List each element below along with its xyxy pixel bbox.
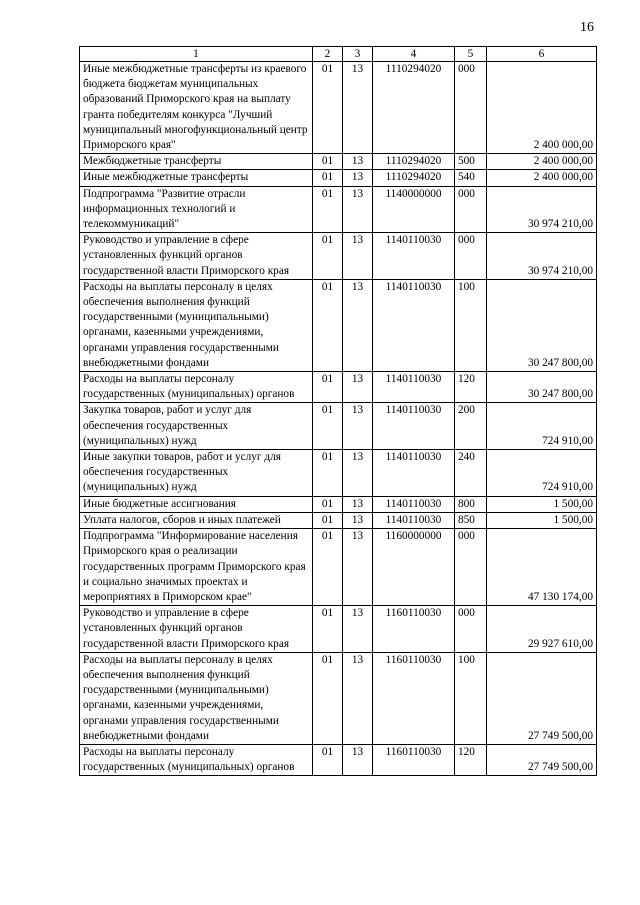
expense-type-cell: 540 (455, 170, 487, 186)
subsection-code-cell: 13 (343, 372, 373, 403)
target-article-cell: 1140110030 (373, 372, 455, 403)
expense-name-cell: Расходы на выплаты персоналу в целях обеспечения выполнения функций государственными (муниципальными) органами, казенными учреждениями, органами управления государственными внебюджетными фондами (80, 279, 313, 371)
amount-cell: 30 974 210,00 (487, 186, 597, 233)
expense-name-cell: Иные бюджетные ассигнования (80, 496, 313, 512)
column-header: 2 (313, 47, 343, 62)
table-row (80, 606, 597, 653)
amount-cell: 1 500,00 (487, 496, 597, 512)
page-number: 16 (580, 20, 594, 35)
budget-table (79, 46, 597, 776)
section-code-cell: 01 (313, 403, 343, 450)
section-code-cell: 01 (313, 744, 343, 775)
amount-cell: 27 749 500,00 (487, 744, 597, 775)
amount-cell: 2 400 000,00 (487, 170, 597, 186)
column-header: 5 (455, 47, 487, 62)
amount-cell: 30 247 800,00 (487, 372, 597, 403)
subsection-code-cell: 13 (343, 154, 373, 170)
subsection-code-cell: 13 (343, 62, 373, 154)
table-row (80, 652, 597, 744)
section-code-cell: 01 (313, 372, 343, 403)
section-code-cell: 01 (313, 186, 343, 233)
table-row (80, 62, 597, 154)
amount-cell: 1 500,00 (487, 512, 597, 528)
column-header: 1 (80, 47, 313, 62)
subsection-code-cell: 13 (343, 529, 373, 606)
expense-name-cell: Расходы на выплаты персоналу государственных (муниципальных) органов (80, 372, 313, 403)
amount-cell: 724 910,00 (487, 403, 597, 450)
table-row (80, 496, 597, 512)
expense-name-cell: Подпрограмма "Развитие отрасли информационных технологий и телекоммуникаций" (80, 186, 313, 233)
subsection-code-cell: 13 (343, 279, 373, 371)
table-row (80, 529, 597, 606)
expense-type-cell: 850 (455, 512, 487, 528)
table-row (80, 403, 597, 450)
expense-type-cell: 240 (455, 450, 487, 497)
section-code-cell: 01 (313, 496, 343, 512)
target-article-cell: 1160110030 (373, 606, 455, 653)
target-article-cell: 1140110030 (373, 403, 455, 450)
target-article-cell: 1140110030 (373, 233, 455, 280)
expense-type-cell: 500 (455, 154, 487, 170)
subsection-code-cell: 13 (343, 744, 373, 775)
section-code-cell: 01 (313, 512, 343, 528)
target-article-cell: 1110294020 (373, 62, 455, 154)
column-header: 3 (343, 47, 373, 62)
expense-name-cell: Руководство и управление в сфере установленных функций органов государственной власти Приморского края (80, 233, 313, 280)
expense-name-cell: Иные межбюджетные трансферты (80, 170, 313, 186)
subsection-code-cell: 13 (343, 450, 373, 497)
table-row (80, 512, 597, 528)
table-row (80, 279, 597, 371)
expense-type-cell: 000 (455, 606, 487, 653)
expense-name-cell: Закупка товаров, работ и услуг для обеспечения государственных (муниципальных) нужд (80, 403, 313, 450)
expense-name-cell: Расходы на выплаты персоналу в целях обеспечения выполнения функций государственными (муниципальными) органами, казенными учреждениями, органами управления государственными внебюджетными фондами (80, 652, 313, 744)
table-row (80, 186, 597, 233)
expense-type-cell: 120 (455, 744, 487, 775)
amount-cell: 27 749 500,00 (487, 652, 597, 744)
section-code-cell: 01 (313, 529, 343, 606)
target-article-cell: 1140110030 (373, 512, 455, 528)
target-article-cell: 1160110030 (373, 652, 455, 744)
expense-type-cell: 000 (455, 233, 487, 280)
section-code-cell: 01 (313, 652, 343, 744)
expense-type-cell: 800 (455, 496, 487, 512)
amount-cell: 2 400 000,00 (487, 62, 597, 154)
target-article-cell: 1110294020 (373, 154, 455, 170)
section-code-cell: 01 (313, 154, 343, 170)
target-article-cell: 1160000000 (373, 529, 455, 606)
subsection-code-cell: 13 (343, 606, 373, 653)
section-code-cell: 01 (313, 233, 343, 280)
table-row (80, 450, 597, 497)
table-row (80, 154, 597, 170)
section-code-cell: 01 (313, 450, 343, 497)
expense-type-cell: 120 (455, 372, 487, 403)
target-article-cell: 1140110030 (373, 279, 455, 371)
expense-name-cell: Подпрограмма "Информирование населения Приморского края о реализации государственных программ Приморского края и социально значимых проектах и мероприятиях в Приморском крае" (80, 529, 313, 606)
expense-type-cell: 100 (455, 652, 487, 744)
amount-cell: 2 400 000,00 (487, 154, 597, 170)
expense-type-cell: 000 (455, 62, 487, 154)
amount-cell: 30 247 800,00 (487, 279, 597, 371)
amount-cell: 29 927 610,00 (487, 606, 597, 653)
expense-name-cell: Иные закупки товаров, работ и услуг для обеспечения государственных (муниципальных) нужд (80, 450, 313, 497)
section-code-cell: 01 (313, 170, 343, 186)
column-header: 4 (373, 47, 455, 62)
table-row (80, 744, 597, 775)
expense-name-cell: Руководство и управление в сфере установленных функций органов государственной власти Приморского края (80, 606, 313, 653)
expense-type-cell: 100 (455, 279, 487, 371)
target-article-cell: 1140110030 (373, 496, 455, 512)
expense-name-cell: Межбюджетные трансферты (80, 154, 313, 170)
amount-cell: 47 130 174,00 (487, 529, 597, 606)
subsection-code-cell: 13 (343, 170, 373, 186)
target-article-cell: 1160110030 (373, 744, 455, 775)
subsection-code-cell: 13 (343, 512, 373, 528)
expense-type-cell: 000 (455, 529, 487, 606)
amount-cell: 30 974 210,00 (487, 233, 597, 280)
table-row (80, 170, 597, 186)
column-header: 6 (487, 47, 597, 62)
section-code-cell: 01 (313, 62, 343, 154)
table-row (80, 372, 597, 403)
subsection-code-cell: 13 (343, 652, 373, 744)
section-code-cell: 01 (313, 606, 343, 653)
amount-cell: 724 910,00 (487, 450, 597, 497)
subsection-code-cell: 13 (343, 186, 373, 233)
target-article-cell: 1110294020 (373, 170, 455, 186)
expense-name-cell: Иные межбюджетные трансферты из краевого бюджета бюджетам муниципальных образований Приморского края на выплату гранта победителям конкурса "Лучший муниципальный многофункциональный центр Приморского края" (80, 62, 313, 154)
target-article-cell: 1140110030 (373, 450, 455, 497)
table-header-row (80, 47, 597, 62)
subsection-code-cell: 13 (343, 233, 373, 280)
expense-type-cell: 000 (455, 186, 487, 233)
table-row (80, 233, 597, 280)
subsection-code-cell: 13 (343, 403, 373, 450)
target-article-cell: 1140000000 (373, 186, 455, 233)
section-code-cell: 01 (313, 279, 343, 371)
subsection-code-cell: 13 (343, 496, 373, 512)
expense-type-cell: 200 (455, 403, 487, 450)
expense-name-cell: Уплата налогов, сборов и иных платежей (80, 512, 313, 528)
expense-name-cell: Расходы на выплаты персоналу государственных (муниципальных) органов (80, 744, 313, 775)
